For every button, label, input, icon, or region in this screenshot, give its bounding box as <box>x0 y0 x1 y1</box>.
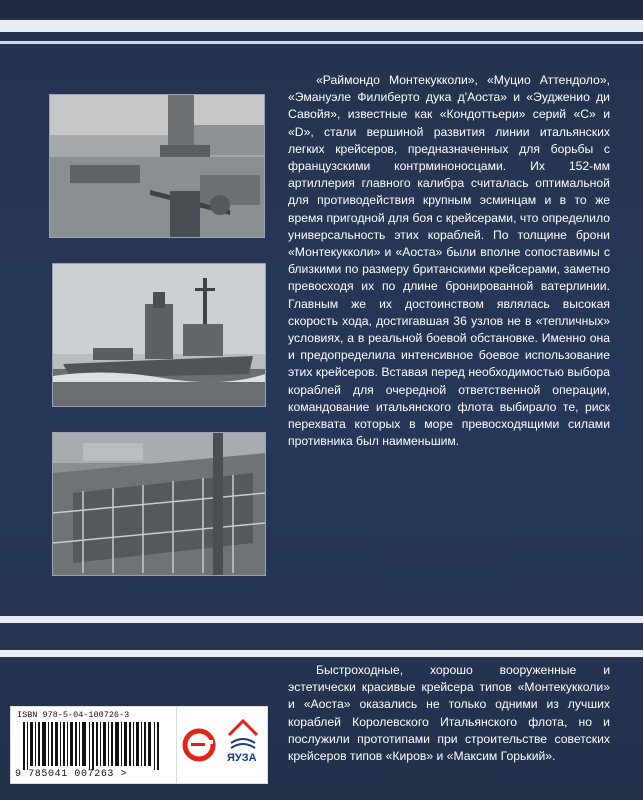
photo-shipyard <box>52 432 266 576</box>
isbn-barcode <box>10 706 178 784</box>
decorative-band-lower-1 <box>0 616 643 623</box>
eksmo-logo-icon <box>177 707 267 783</box>
publisher-logos <box>176 706 268 784</box>
isbn-label: ISBN 978-5-04-100726-3 <box>17 710 130 720</box>
publisher-name: ЯУЗА <box>227 752 257 764</box>
barcode-bars <box>23 722 165 770</box>
barcode-digits: 9 785041 007263 > <box>15 769 128 780</box>
description-paragraph-2: Быстроходные, хорошо вооруженные и эстетически красивые крейсера типов «Монтекукколи» и «Аоста» оказались не только одними из лучших кораблей Королевского Итальянского флота, но и послужили прототипами при строительстве советских крейсеров типов «Киров» и «Максим Горький». <box>288 663 610 764</box>
photo-ship-deck <box>49 94 265 238</box>
description-paragraph-1: «Раймондо Монтекукколи», «Муцио Аттендоло», «Эмануэле Филиберто дука д'Аоста» и «Эудженио ди Савойя», известные как «Кондоттьери» серий «C» и «D», стали вершиной развития линии итальянских легких крейсеров, предназначенных для борьбы с французскими контрминоносцами. Их 152-мм артиллерия главного калибра считалась оптимальной для противодействия крупным эсминцам и в то же время пригодной для боя с крейсерами, что определило универсальность этих кораблей. По толщине брони «Монтекукколи» и «Аоста» были вполне сопоставимы с близкими по размеру британскими крейсерами, заметно превосходя их по длине бронированной ватерлинии. Главным же их достоинством являлась высокая скорость хода, достигавшая 36 узлов не в «тепличных» условиях, а в реальной боевой обстановке. Именно она и предопределила интенсивное боевое использование этих крейсеров. Вставая перед необходимостью выбора кораблей для очередной ответственной операции, командование итальянского флота выбирало те, риск перехвата которых в море превосходящими силами противника был наименьшим. <box>288 73 610 449</box>
photo-cruiser-at-sea <box>52 263 266 407</box>
decorative-band-top <box>0 20 643 32</box>
top-stripe <box>0 0 643 18</box>
decorative-band-lower-2 <box>0 650 643 657</box>
decorative-band-thin <box>0 41 643 44</box>
